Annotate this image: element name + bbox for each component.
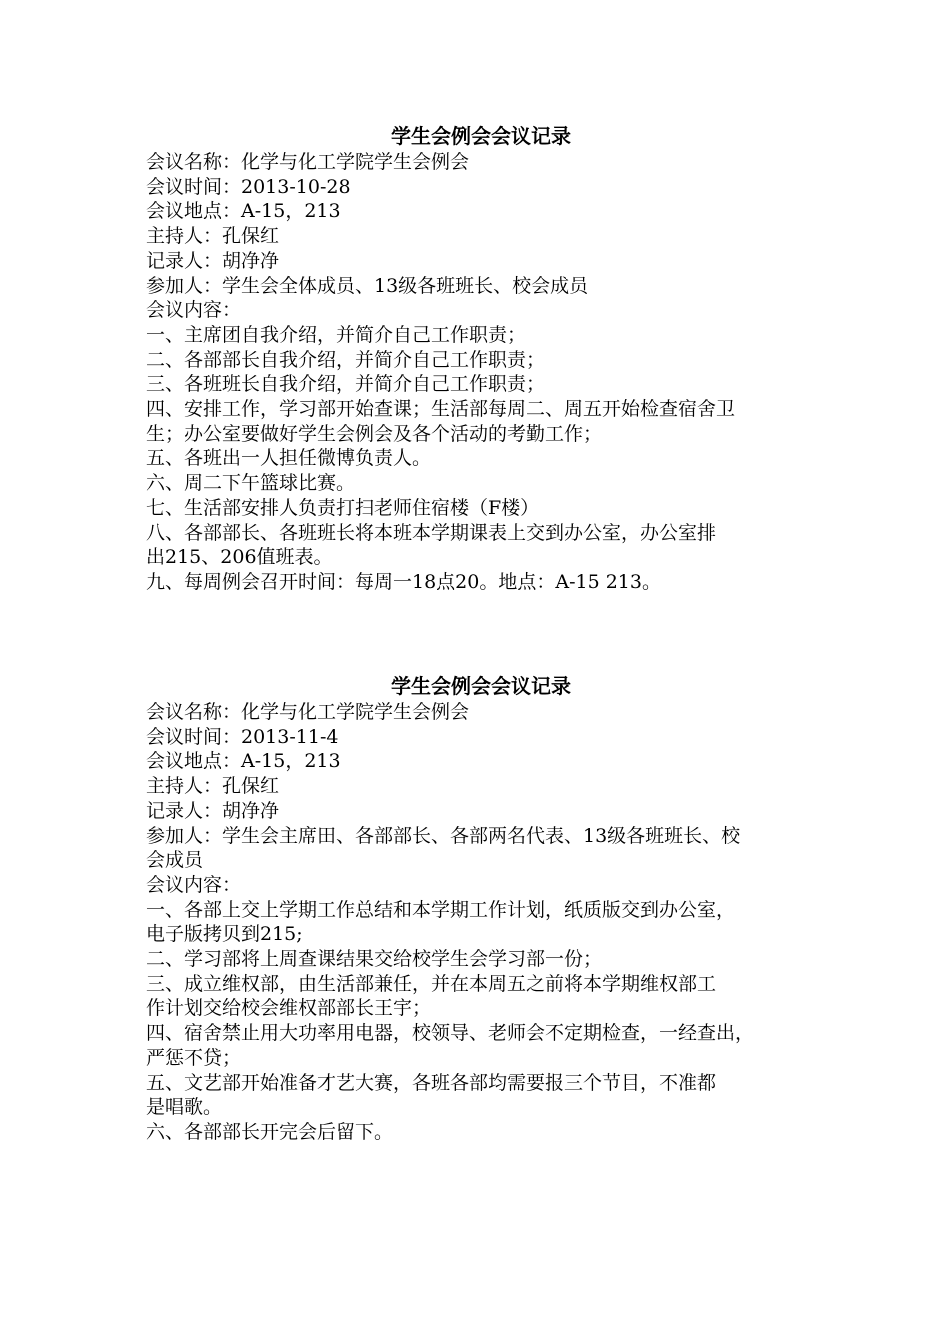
meeting-recorder: 记录人：胡净净 — [146, 799, 280, 822]
meeting-name: 会议名称：化学与化工学院学生会例会 — [146, 701, 470, 723]
agenda-item-line: 出215、206值班表。 — [146, 546, 333, 569]
meeting-record-1 — [146, 122, 816, 595]
agenda-item — [146, 521, 816, 570]
agenda-item-line: 三、成立维权部，由生活部兼任，并在本周五之前将本学期维权部工 — [146, 972, 717, 995]
agenda-item: 五、各班出一人担任微博负责人。 — [146, 447, 432, 470]
agenda-item-line: 四、宿舍禁止用大功率用电器，校领导、老师会不定期检查，一经查出， — [146, 1022, 755, 1045]
agenda-item — [146, 972, 816, 1021]
meeting-host: 主持人：孔保红 — [146, 225, 280, 248]
agenda-item-line: 四、安排工作，学习部开始查课；生活部每周二、周五开始检查宿舍卫 — [146, 398, 736, 421]
agenda-item: 二、学习部将上周查课结果交给校学生会学习部一份； — [146, 948, 603, 971]
agenda-item: 九、每周例会召开时间：每周一18点20。地点：A-15 213。 — [146, 570, 661, 593]
meeting-place: 会议地点：A-15，213 — [146, 750, 341, 773]
agenda-item — [146, 898, 816, 947]
agenda-item: 六、周二下午篮球比赛。 — [146, 472, 356, 495]
record-title: 学生会例会会议记录 — [391, 124, 571, 148]
agenda-item-line: 一、各部上交上学期工作总结和本学期工作计划，纸质版交到办公室， — [146, 898, 736, 921]
agenda-item — [146, 1021, 816, 1070]
agenda-item: 六、各部部长开完会后留下。 — [146, 1120, 394, 1143]
agenda-item-line: 严惩不贷； — [146, 1046, 242, 1069]
meeting-place: 会议地点：A-15，213 — [146, 200, 341, 223]
meeting-content-label: 会议内容： — [146, 873, 242, 896]
agenda-item: 三、各班班长自我介绍，并简介自己工作职责； — [146, 373, 546, 396]
agenda-item-line: 八、各部部长、各班班长将本班本学期课表上交到办公室，办公室排 — [146, 521, 717, 544]
agenda-item: 七、生活部安排人负责打扫老师住宿楼（F楼） — [146, 496, 540, 519]
agenda-item: 一、主席团自我介绍，并简介自己工作职责； — [146, 323, 527, 346]
meeting-time: 会议时间：2013-11-4 — [146, 725, 339, 748]
agenda-item — [146, 397, 816, 446]
attendees-line: 参加人：学生会主席田、各部部长、各部两名代表、13级各班班长、校 — [146, 824, 741, 847]
meeting-recorder: 记录人：胡净净 — [146, 249, 280, 272]
meeting-attendees: 参加人：学生会全体成员、13级各班班长、校会成员 — [146, 274, 589, 297]
agenda-item-line: 是唱歌。 — [146, 1096, 223, 1119]
meeting-record-2 — [146, 672, 816, 1145]
agenda-item-line: 作计划交给校会维权部部长王宇； — [146, 997, 432, 1020]
agenda-item — [146, 1071, 816, 1120]
meeting-attendees — [146, 824, 816, 873]
meeting-host: 主持人：孔保红 — [146, 775, 280, 798]
attendees-line: 会成员 — [146, 849, 204, 872]
meeting-time: 会议时间：2013-10-28 — [146, 175, 351, 198]
agenda-item: 二、各部部长自我介绍，并简介自己工作职责； — [146, 348, 546, 371]
record-title: 学生会例会会议记录 — [391, 674, 571, 698]
agenda-item-line: 生；办公室要做好学生会例会及各个活动的考勤工作； — [146, 422, 603, 445]
meeting-name: 会议名称：化学与化工学院学生会例会 — [146, 151, 470, 173]
agenda-item-line: 电子版拷贝到215; — [146, 923, 303, 946]
meeting-content-label: 会议内容： — [146, 299, 242, 322]
agenda-item-line: 五、文艺部开始准备才艺大赛，各班各部均需要报三个节目，不准都 — [146, 1071, 717, 1094]
